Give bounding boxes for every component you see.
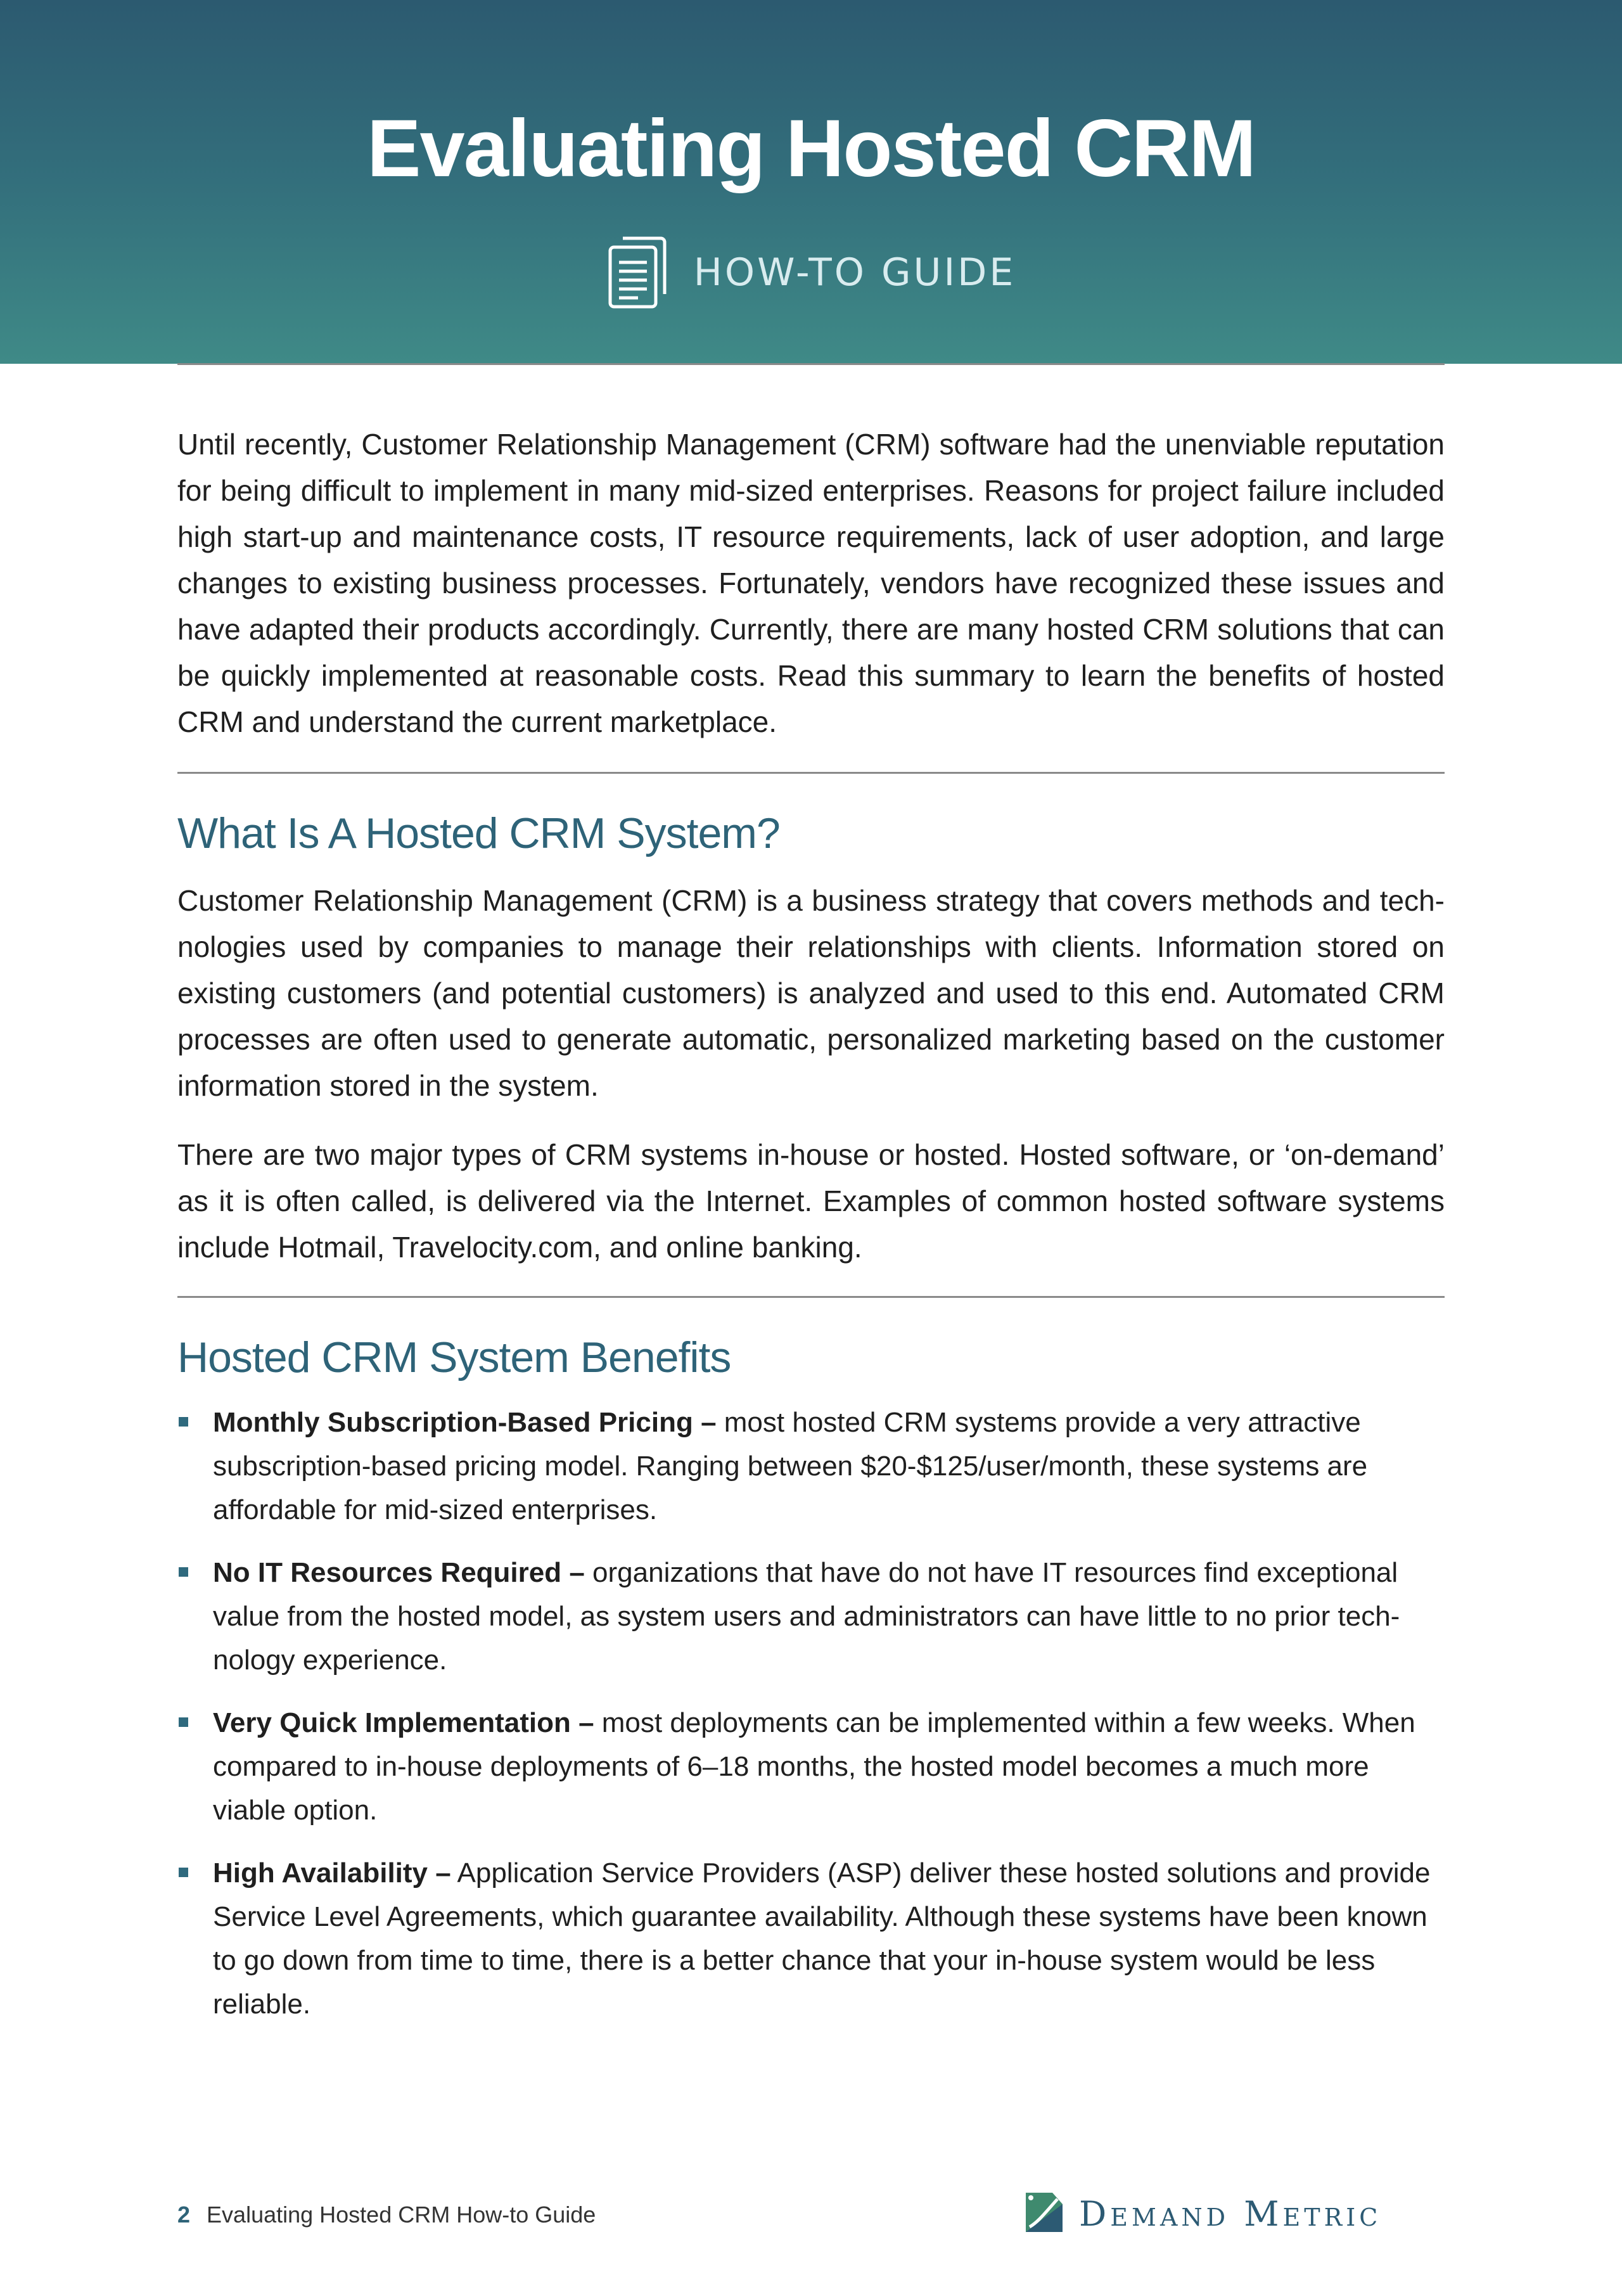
- demand-metric-logo-icon: [1023, 2190, 1065, 2238]
- footer: [177, 2199, 596, 2231]
- intro-block: [177, 421, 1445, 745]
- intro-paragraph: Until recently, Customer Relationship Management (CRM) software had the unenviable reputation for being difficult to implement in many mid-sized enterprises. Reasons for project failure included high start-up and maintenance costs, IT resource requirements, lack of user adoption, and large changes to existing business processes. Fortunately, vendors have recognized these issues and have adapted their products accordingly. Currently, there are many hosted CRM solutions that can be quickly implemented at reasonable costs. Read this summary to learn the benefits of hosted CRM and understand the current marketplace.: [177, 428, 1445, 738]
- guide-type-label: [0, 234, 1622, 311]
- benefit-title: Very Quick Implementation –: [213, 1707, 594, 1738]
- section-paragraph: There are two major types of CRM systems in-house or hosted. Hosted software, or ‘on-demand’ as it is often called, is delivered via the Internet. Examples of common hosted software systems include Hotmail, Travelocity.com, and online banking.: [177, 1138, 1445, 1264]
- section-divider: [177, 1296, 1445, 1298]
- section-what-is-body: [177, 878, 1445, 1271]
- guide-type-text: HOW-TO GUIDE: [693, 250, 1016, 295]
- benefit-text: most deployments can be implemented within a few weeks. When compared to in-house deployments of 6–18 months, the hosted model becomes a much more viable option.: [213, 1707, 1415, 1826]
- benefit-text: organizations that have do not have IT resources find exceptional value from the hosted model, as system users and administrators can have little to no prior tech-nology experience.: [213, 1557, 1400, 1676]
- footer-doc-title: Evaluating Hosted CRM How-to Guide: [207, 2202, 596, 2228]
- list-item: [177, 1401, 1445, 1532]
- list-item: [177, 1551, 1445, 1682]
- section-heading-benefits: Hosted CRM System Benefits: [177, 1333, 731, 1382]
- bullet-icon: [179, 1868, 188, 1877]
- document-icon: [606, 236, 667, 309]
- benefit-title: No IT Resources Required –: [213, 1557, 585, 1588]
- section-divider: [177, 772, 1445, 774]
- section-paragraph: Customer Relationship Management (CRM) is a business strategy that covers methods and tech-nologies used by companies to manage their relationships with clients. Information stored on existing customers (and potential customers) is analyzed and used to this end. Automated CRM processes are often used to generate automatic, personalized marketing based on the customer information stored in the system.: [177, 884, 1445, 1102]
- bullet-icon: [179, 1567, 188, 1577]
- benefit-text: most hosted CRM systems provide a very attractive subscription-based pricing model. Ranging between $20-$125/user/month, these systems are affordable for mid-sized enterprises.: [213, 1407, 1368, 1525]
- benefit-text: Application Service Providers (ASP) deliver these hosted solutions and provide Service Level Agreements, which guarantee availability. Although these systems have been known to go down from time to time, there is a better chance that your in-house system would be less reliable.: [213, 1857, 1431, 2020]
- header-divider: [177, 363, 1445, 365]
- list-item: [177, 1851, 1445, 2026]
- benefit-title: Monthly Subscription-Based Pricing –: [213, 1407, 717, 1438]
- bullet-icon: [179, 1717, 188, 1727]
- page-title: Evaluating Hosted CRM: [367, 103, 1255, 194]
- list-item: [177, 1701, 1445, 1832]
- demand-metric-logo: [1023, 2191, 1381, 2236]
- section-heading-what-is: What Is A Hosted CRM System?: [177, 809, 780, 857]
- benefit-title: High Availability –: [213, 1857, 451, 1889]
- bullet-icon: [179, 1417, 188, 1427]
- page-number: 2: [177, 2202, 191, 2228]
- header-banner: [0, 0, 1622, 364]
- logo-text: Demand Metric: [1079, 2193, 1382, 2234]
- benefits-list: [177, 1401, 1445, 2045]
